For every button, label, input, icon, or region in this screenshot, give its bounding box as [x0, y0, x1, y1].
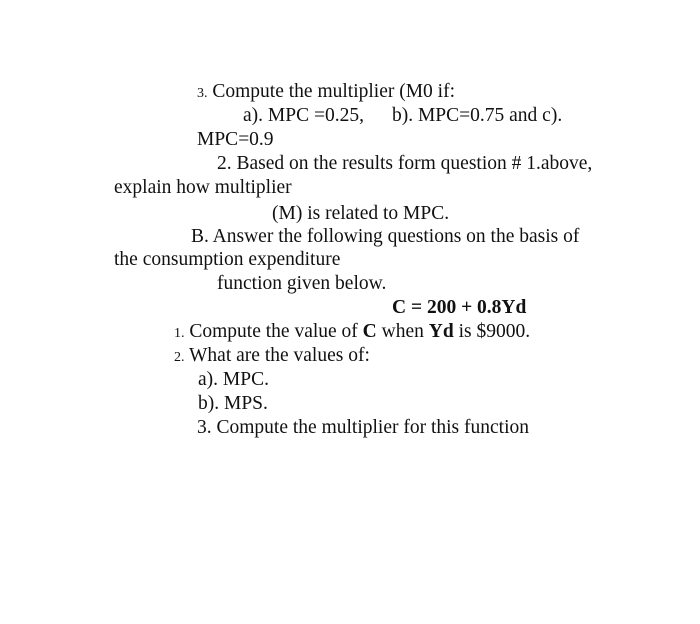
consumption-equation: C = 200 + 0.8Yd [392, 297, 527, 318]
question-text: What are the values of: [189, 345, 370, 366]
question-a3 [197, 80, 455, 106]
question-number: 1. [174, 326, 185, 341]
question-a2-line2: explain how multiplier [114, 177, 292, 198]
question-text: Compute the multiplier (M0 if: [212, 81, 456, 102]
question-b2-part-b: b). MPS. [198, 393, 268, 414]
question-text: Compute the value of [189, 321, 358, 342]
part-a: a). MPC =0.25, [243, 105, 364, 126]
question-number: 3. [197, 86, 208, 101]
part-b: b). MPC=0.75 and c). [391, 105, 563, 126]
section-b-heading-line3: function given below. [217, 273, 387, 294]
part-c: MPC=0.9 [197, 129, 274, 150]
question-text: when [381, 321, 424, 342]
question-a3-parts [243, 104, 562, 128]
variable-c: C [362, 321, 377, 342]
question-a2-line3: (M) is related to MPC. [272, 203, 450, 224]
question-b2 [174, 344, 370, 370]
question-b2-part-a: a). MPC. [198, 369, 269, 390]
question-number: 2. [174, 350, 185, 365]
section-b-heading-line2: the consumption expenditure [114, 249, 341, 270]
question-b3: 3. Compute the multiplier for this function [197, 417, 529, 438]
question-a2-line1: 2. Based on the results form question # 1.above, [217, 153, 593, 174]
question-text: is $9000. [458, 321, 531, 342]
question-b1 [174, 320, 530, 346]
variable-yd: Yd [428, 321, 454, 342]
section-b-heading-line1: B. Answer the following questions on the basis of [191, 226, 580, 247]
